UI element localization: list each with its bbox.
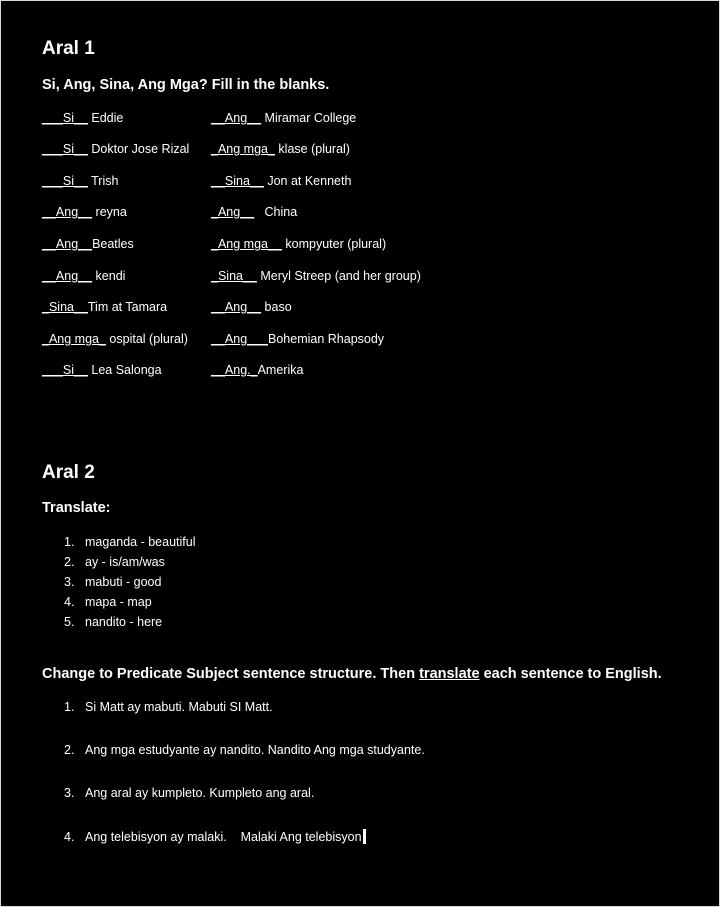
item-text: Ang mga estudyante ay nandito. Nandito Ang mga studyante. [85, 743, 425, 757]
translation-item [64, 595, 152, 609]
translation-item [64, 575, 161, 589]
aral1-title: Aral 1 [42, 38, 95, 59]
fill-item-right [211, 269, 421, 283]
instruction-text: Change to Predicate Subject sentence structure. Then [42, 666, 420, 682]
item-number: 4. [64, 830, 75, 844]
blank-answer: _Sina__ [42, 300, 88, 314]
noun-word: ospital (plural) [109, 332, 188, 346]
item-text: mabuti - good [85, 575, 162, 589]
fill-item-left [42, 174, 118, 188]
item-number: 1. [64, 700, 75, 714]
noun-word: baso [264, 300, 292, 314]
blank-answer: Si__ [62, 174, 88, 188]
noun-word: Lea Salonga [91, 363, 162, 377]
fill-item-left [42, 269, 125, 283]
item-text: Ang aral ay kumpleto. Kumpleto ang aral. [85, 786, 315, 800]
fill-item-right [211, 174, 351, 188]
fill-item-left [42, 332, 188, 346]
noun-word: Tim at Tamara [87, 300, 168, 314]
fill-item-right [211, 363, 303, 377]
blank-answer: __Ang__ [42, 205, 93, 219]
blank-answer: __Ang__ [211, 300, 262, 314]
blank-answer: Si__ [62, 363, 88, 377]
fill-item-right [211, 111, 356, 125]
fill-item-left [42, 111, 123, 125]
blank-answer: _Ang mga_ [42, 332, 106, 346]
noun-word: Jon at Kenneth [267, 174, 352, 188]
blank-answer: _Ang mga_ [211, 142, 275, 156]
noun-word: reyna [95, 205, 127, 219]
fill-item-right [211, 237, 386, 251]
item-number: 5. [64, 615, 75, 629]
aral1-instruction: Si, Ang, Sina, Ang Mga? Fill in the blanks. [42, 77, 330, 93]
sentence-item [64, 700, 273, 714]
fill-item-left [42, 300, 167, 314]
noun-word: klase (plural) [278, 142, 350, 156]
noun-word: kompyuter (plural) [285, 237, 387, 251]
blank-line: ___ [42, 111, 63, 125]
item-number: 2. [64, 555, 75, 569]
blank-line: ___ [42, 363, 63, 377]
blank-gap [254, 205, 264, 219]
item-number: 4. [64, 595, 75, 609]
blank-answer: _Sina__ [211, 269, 257, 283]
instruction-text-end: each sentence to English. [479, 666, 662, 682]
aral2-instruction: Translate: [42, 500, 111, 516]
item-text: maganda - beautiful [85, 535, 196, 549]
sentence-item [64, 743, 425, 757]
blank-answer: Si__ [62, 142, 88, 156]
blank-answer: _Ang mga__ [211, 237, 282, 251]
blank-answer: __Ang._ [211, 363, 258, 377]
fill-item-left [42, 363, 162, 377]
sentence-item [64, 786, 314, 800]
item-number: 3. [64, 575, 75, 589]
predicate-instruction [42, 666, 662, 682]
noun-word: Doktor Jose Rizal [91, 142, 190, 156]
blank-line: ___ [42, 174, 63, 188]
blank-answer: __Ang___ [211, 332, 269, 346]
blank-line: ___ [42, 142, 63, 156]
item-number: 1. [64, 535, 75, 549]
fill-item-right [211, 205, 297, 219]
instruction-underlined-word: translate [419, 666, 480, 682]
aral2-title: Aral 2 [42, 462, 95, 483]
sentence-item [64, 829, 366, 844]
item-text: nandito - here [85, 615, 163, 629]
item-number: 3. [64, 786, 75, 800]
blank-answer: _Ang__ [211, 205, 255, 219]
fill-item-right [211, 332, 384, 346]
noun-word: Bohemian Rhapsody [268, 332, 385, 346]
translation-item [64, 615, 162, 629]
item-number: 2. [64, 743, 75, 757]
translation-item [64, 555, 165, 569]
item-text: Si Matt ay mabuti. Mabuti SI Matt. [85, 700, 273, 714]
text-cursor [363, 829, 366, 844]
blank-answer: Si__ [62, 111, 88, 125]
noun-word: China [264, 205, 298, 219]
blank-answer: __Ang__ [211, 111, 262, 125]
item-text: Ang telebisyon ay malaki. Malaki Ang telebisyon [85, 830, 362, 844]
noun-word: kendi [95, 269, 126, 283]
translation-item [64, 535, 196, 549]
item-text: ay - is/am/was [85, 555, 165, 569]
item-text: mapa - map [85, 595, 152, 609]
blank-answer: __Ang__ [42, 269, 93, 283]
fill-item-left [42, 205, 127, 219]
noun-word: Meryl Streep (and her group) [260, 269, 421, 283]
noun-word: Beatles [92, 237, 134, 251]
noun-word: Miramar College [264, 111, 357, 125]
blank-answer: __Ang__ [42, 237, 93, 251]
fill-item-right [211, 142, 350, 156]
noun-word: Eddie [91, 111, 124, 125]
fill-item-left [42, 142, 189, 156]
fill-item-left [42, 237, 134, 251]
fill-item-right [211, 300, 292, 314]
blank-answer: __Sina__ [211, 174, 264, 188]
noun-word: Amerika [257, 363, 304, 377]
noun-word: Trish [91, 174, 119, 188]
